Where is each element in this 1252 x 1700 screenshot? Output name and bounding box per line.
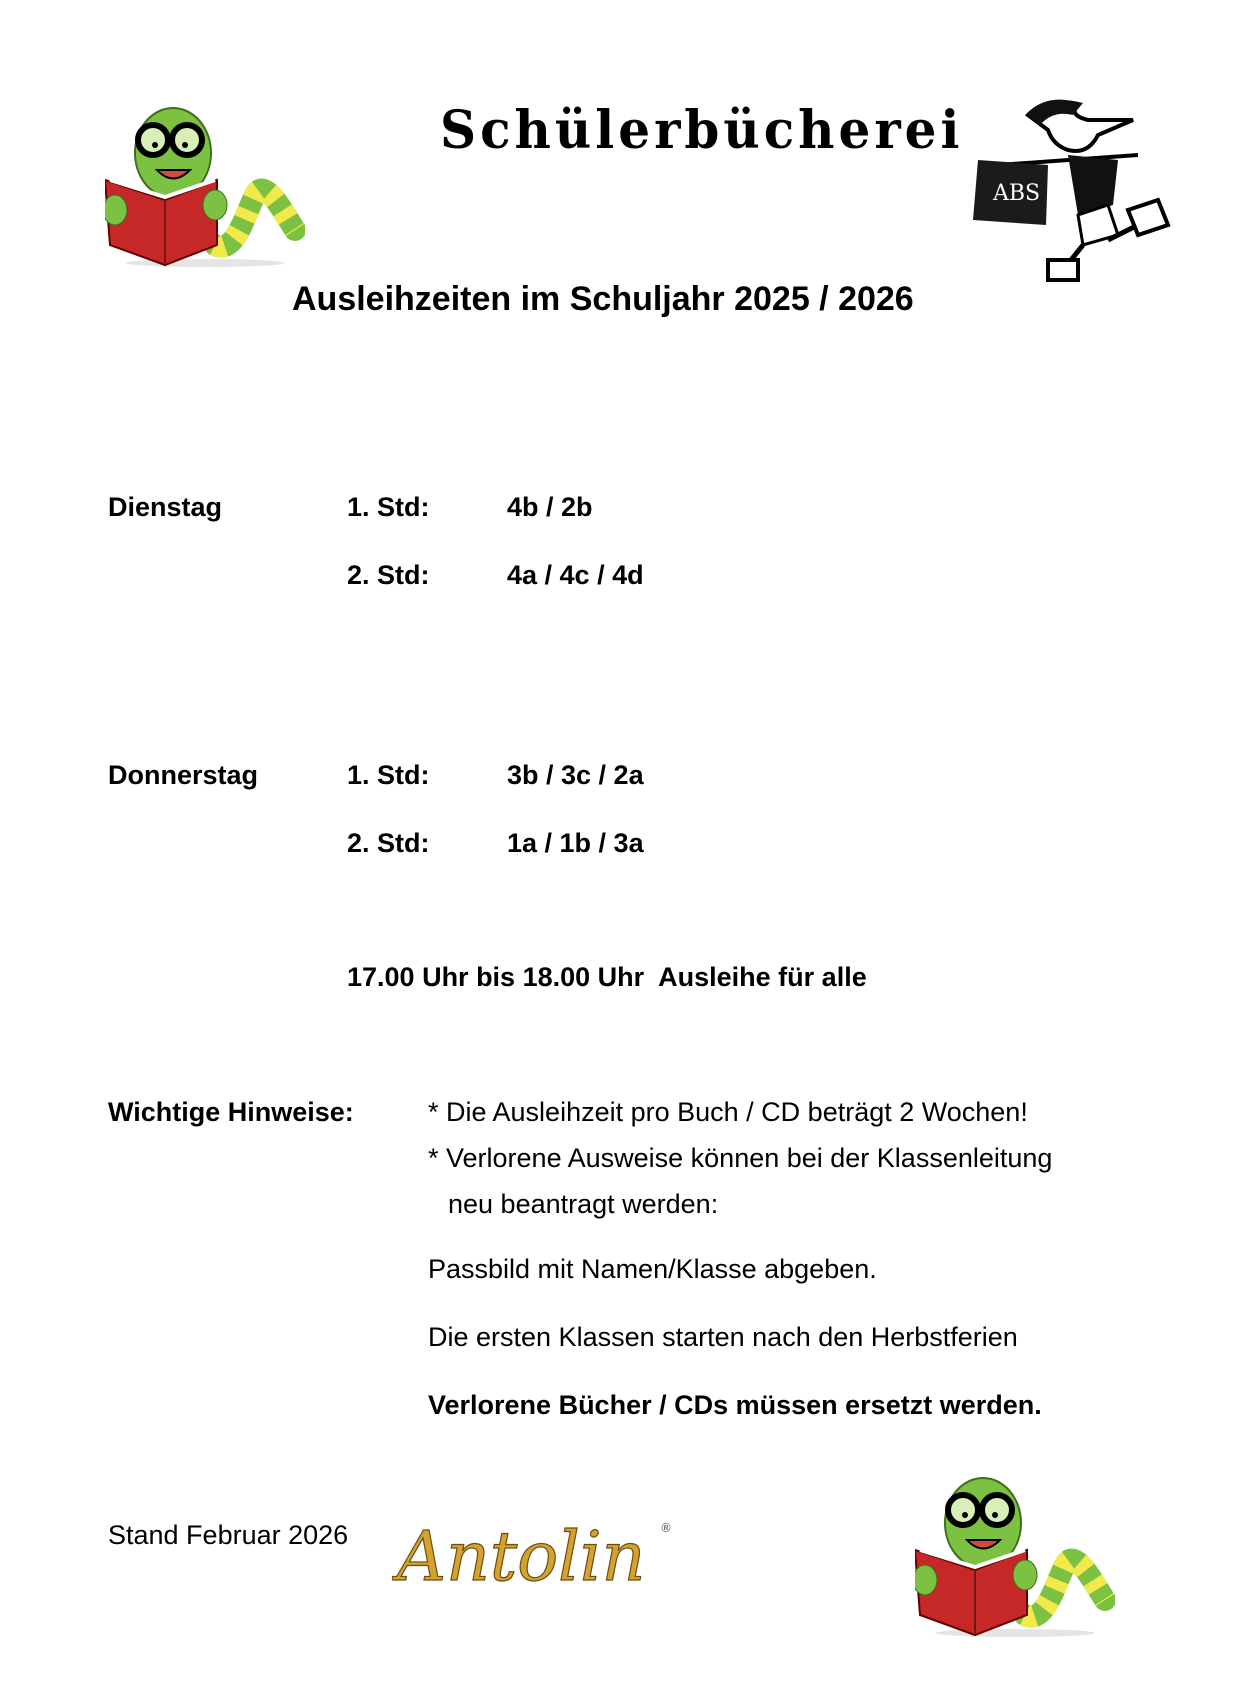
- note-item-continued: neu beantragt werden:: [448, 1189, 719, 1219]
- flag-text: ABS: [993, 181, 1041, 206]
- classes-value: 3b / 3c / 2a: [507, 760, 644, 790]
- note-item: * Die Ausleihzeit pro Buch / CD beträgt 2 Wochen!: [428, 1097, 1028, 1127]
- note-first-classes: Die ersten Klassen starten nach den Herbstferien: [428, 1322, 1018, 1352]
- period-label: 2. Std:: [347, 828, 430, 858]
- school-mascot-flag-icon: [968, 95, 1178, 285]
- period-label: 1. Std:: [347, 760, 430, 790]
- note-item: * Verlorene Ausweise können bei der Klassenleitung: [428, 1143, 1053, 1173]
- notes-label: Wichtige Hinweise:: [108, 1097, 354, 1127]
- registered-mark: ®: [660, 1521, 672, 1535]
- classes-value: 4b / 2b: [507, 492, 593, 522]
- stand-date: Stand Februar 2026: [108, 1520, 349, 1550]
- day-label: Donnerstag: [108, 760, 259, 790]
- note-passbild: Passbild mit Namen/Klasse abgeben.: [428, 1254, 877, 1284]
- page-subtitle: Ausleihzeiten im Schuljahr 2025 / 2026: [292, 280, 914, 318]
- page-title: Schülerbücherei: [440, 98, 964, 161]
- classes-value: 4a / 4c / 4d: [507, 560, 644, 590]
- bookworm-reading-icon: [105, 95, 305, 270]
- classes-value: 1a / 1b / 3a: [507, 828, 644, 858]
- antolin-text: Antolin: [397, 1518, 646, 1597]
- antolin-logo-icon: [392, 1510, 692, 1600]
- antolin-logo: [392, 1510, 692, 1600]
- period-label: 2. Std:: [347, 560, 430, 590]
- note-lost-books: Verlorene Bücher / CDs müssen ersetzt werden.: [428, 1390, 1042, 1420]
- day-label: Dienstag: [108, 492, 223, 522]
- bookworm-reading-icon: [915, 1465, 1115, 1640]
- period-label: 1. Std:: [347, 492, 430, 522]
- open-hours: 17.00 Uhr bis 18.00 Uhr Ausleihe für alle: [347, 962, 867, 992]
